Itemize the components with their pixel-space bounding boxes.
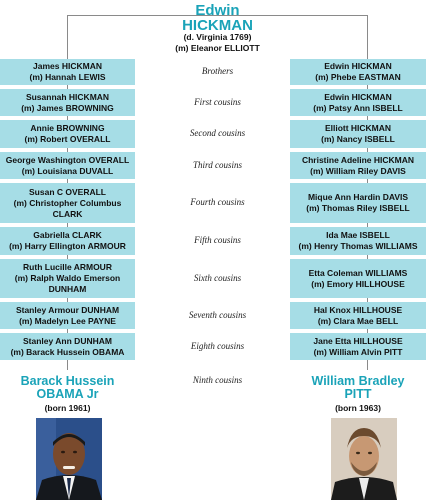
- pitt-line-second-cousins-box: [290, 120, 426, 148]
- spouse-line: (m) Henry Thomas WILLIAMS: [298, 241, 418, 251]
- obama-line-first-cousins-box: [0, 89, 135, 116]
- person-name: Gabriella CLARK: [33, 230, 102, 240]
- relationship-seventh-cousins: Seventh cousins: [188, 309, 247, 320]
- obama-name: [0, 375, 135, 401]
- person-name: Edwin HICKMAN: [324, 61, 392, 71]
- spouse-line: (m) Hannah LEWIS: [29, 72, 106, 82]
- spouse-line: (m) Patsy Ann ISBELL: [313, 102, 403, 113]
- person-name: Susan C OVERALL: [29, 186, 106, 197]
- person-name: Ida Mae ISBELL: [326, 230, 390, 240]
- person-name: Edwin HICKMAN: [324, 91, 392, 102]
- spouse-line: (m) Thomas Riley ISBELL: [306, 203, 410, 213]
- obama-line-eighth-cousins-box: [0, 333, 135, 360]
- root-name-line2: HICKMAN: [182, 17, 253, 34]
- spouse-line: DUNHAM: [48, 284, 87, 294]
- root-info-line2: (m) Eleanor ELLIOTT: [175, 43, 260, 53]
- spouse-line: (m) Phebe EASTMAN: [315, 72, 401, 82]
- pitt-line-first-cousins-box: [290, 89, 426, 116]
- pitt-line-sixth-cousins-box: [290, 259, 426, 298]
- obama-line-second-cousins-box: [0, 120, 135, 148]
- person-name: Ruth Lucille ARMOUR: [23, 262, 112, 272]
- person-name: Christine Adeline HICKMAN: [301, 154, 415, 165]
- spouse-line: (m) Clara Mae BELL: [317, 315, 399, 326]
- spouse-line: (m) James BROWNING: [21, 102, 114, 113]
- pitt-line-third-cousins-box: [290, 152, 426, 179]
- pitt-name-line2: PITT: [344, 387, 372, 401]
- person-name: Annie BROWNING: [30, 123, 105, 133]
- spouse-line: (m) Nancy ISBELL: [321, 134, 395, 144]
- relationship-ninth-cousins: Ninth cousins: [192, 375, 243, 385]
- person-name: Mique Ann Hardin DAVIS: [307, 192, 409, 202]
- relationship-eighth-cousins: Eighth cousins: [190, 340, 245, 351]
- spouse-line: (m) William Alvin PITT: [313, 346, 403, 357]
- pitt-line-brothers-box: [290, 59, 426, 85]
- pitt-portrait: [331, 418, 397, 500]
- pitt-line-eighth-cousins-box: [290, 333, 426, 360]
- relationship-second-cousins: Second cousins: [189, 128, 246, 138]
- root-ancestor-info: [0, 32, 435, 54]
- spouse-line: (m) William Riley DAVIS: [310, 165, 406, 176]
- person-name: Susannah HICKMAN: [25, 91, 110, 102]
- person-name: Elliott HICKMAN: [324, 123, 392, 133]
- obama-line-third-cousins-box: [0, 152, 135, 179]
- relationship-first-cousins: First cousins: [194, 96, 241, 107]
- obama-portrait-image: [36, 418, 102, 500]
- root-info-line1: (d. Virginia 1769): [183, 32, 252, 42]
- pitt-portrait-image: [331, 418, 397, 500]
- obama-line-brothers-box: [0, 59, 135, 85]
- pitt-line-fifth-cousins-box: [290, 227, 426, 255]
- pitt-name-line1: William Bradley: [311, 374, 405, 388]
- relationship-fourth-cousins: Fourth cousins: [190, 197, 245, 207]
- person-name: Stanley Armour DUNHAM: [15, 304, 120, 315]
- obama-born: (born 1961): [44, 403, 91, 413]
- spouse-line: (m) Ralph Waldo Emerson: [14, 273, 121, 283]
- relationship-fifth-cousins: Fifth cousins: [194, 235, 241, 245]
- pitt-line-fourth-cousins-box: [290, 183, 426, 223]
- person-name: Etta Coleman WILLIAMS: [308, 267, 408, 278]
- obama-line-fifth-cousins-box: [0, 227, 135, 255]
- obama-portrait: [36, 418, 102, 500]
- person-name: George Washington OVERALL: [5, 154, 130, 165]
- spouse-line: (m) Harry Ellington ARMOUR: [9, 241, 126, 251]
- relationship-brothers: Brothers: [201, 66, 234, 76]
- pitt-name: [290, 375, 426, 401]
- spouse-line: CLARK: [52, 208, 83, 219]
- spouse-line: (m) Christopher Columbus: [13, 197, 122, 208]
- relationship-sixth-cousins: Sixth cousins: [193, 272, 242, 283]
- spouse-line: (m) Madelyn Lee PAYNE: [19, 315, 116, 326]
- person-name: Hal Knox HILLHOUSE: [313, 304, 403, 315]
- root-ancestor-name: [0, 3, 435, 33]
- person-name: James HICKMAN: [33, 61, 102, 71]
- pitt-born: (born 1963): [335, 403, 381, 413]
- pitt-line-seventh-cousins-box: [290, 302, 426, 329]
- spouse-line: (m) Barack Hussein OBAMA: [10, 346, 125, 357]
- spouse-line: (m) Emory HILLHOUSE: [311, 278, 405, 289]
- obama-line-sixth-cousins-box: [0, 259, 135, 298]
- obama-name-line2: OBAMA Jr: [36, 387, 99, 401]
- spouse-line: (m) Robert OVERALL: [24, 134, 111, 144]
- relationship-third-cousins: Third cousins: [193, 159, 242, 170]
- obama-name-line1: Barack Hussein: [20, 374, 115, 388]
- obama-line-fourth-cousins-box: [0, 183, 135, 223]
- person-name: Jane Etta HILLHOUSE: [313, 335, 403, 346]
- person-name: Stanley Ann DUNHAM: [23, 335, 112, 346]
- obama-line-seventh-cousins-box: [0, 302, 135, 329]
- spouse-line: (m) Louisiana DUVALL: [21, 165, 114, 176]
- root-name-line1: Edwin: [195, 2, 240, 19]
